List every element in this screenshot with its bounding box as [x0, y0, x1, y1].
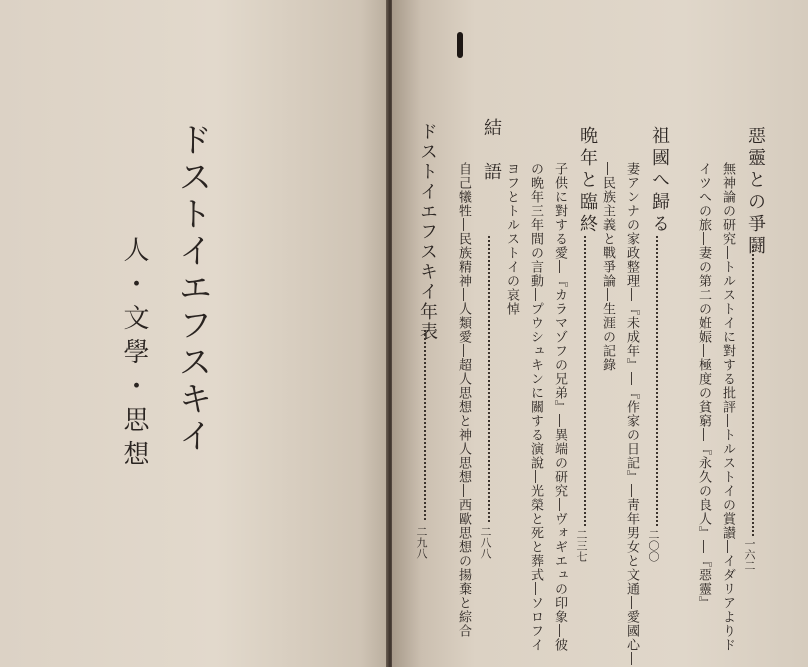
toc-line-3c: ヨフとトルストイの哀悼 [504, 162, 519, 316]
left-page [0, 0, 392, 667]
toc-line-4a: 自己犧牲―民族精神―人類愛―超人思想と神人思想―西歐思想の揚棄と綜合 [456, 162, 471, 638]
toc-leader-3 [584, 236, 586, 526]
toc-line-2a: 妻アンナの家政整理―『未成年』―『作家の日記』―靑年男女と文通―愛國心― [624, 162, 639, 666]
toc-line-3b: の晩年三年間の言動―プウシュキンに關する演說―光榮と死と葬式―ソロフイ [528, 162, 543, 652]
toc-heading-2: 祖國へ歸る [649, 126, 670, 236]
toc-leader-5 [424, 330, 426, 520]
toc-line-2b: ―民族主義と戰爭論―生涯の記錄 [600, 162, 615, 372]
toc-heading-5: ドストイエフスキイ年表 [417, 122, 438, 342]
toc-page-2: 二〇〇 [647, 529, 660, 562]
book-title: ドストイエフスキイ [172, 122, 212, 455]
toc-page-4: 二八八 [479, 526, 492, 559]
toc-leader-2 [656, 236, 658, 526]
toc-page-1: 一六二 [743, 538, 756, 571]
toc-line-3a: 子供に對する愛―『カラマゾフの兄弟』―異端の研究―ヴォギエュの印象―彼 [552, 162, 567, 652]
toc-leader-1 [752, 246, 754, 536]
toc-heading-4: 結 語 [481, 118, 502, 184]
toc-line-1a: 無神論の研究―トルストイに對する批評―トルストイの賞讃―イダリアよりド [720, 162, 735, 652]
toc-line-1b: イツへの旅―妻の第二の姙娠―極度の貧窮―『永久の良人』―『惡靈』 [696, 162, 711, 610]
toc-page-3: 二三七 [575, 529, 588, 562]
toc-leader-4 [488, 236, 490, 522]
book-subtitle: 人・文學・思想 [119, 236, 149, 474]
toc-heading-1: 惡靈との爭鬪 [745, 126, 766, 258]
toc-page-5: 二九八 [415, 526, 428, 559]
ink-blot [457, 32, 463, 58]
toc-heading-3: 晩年と臨終 [577, 126, 598, 236]
